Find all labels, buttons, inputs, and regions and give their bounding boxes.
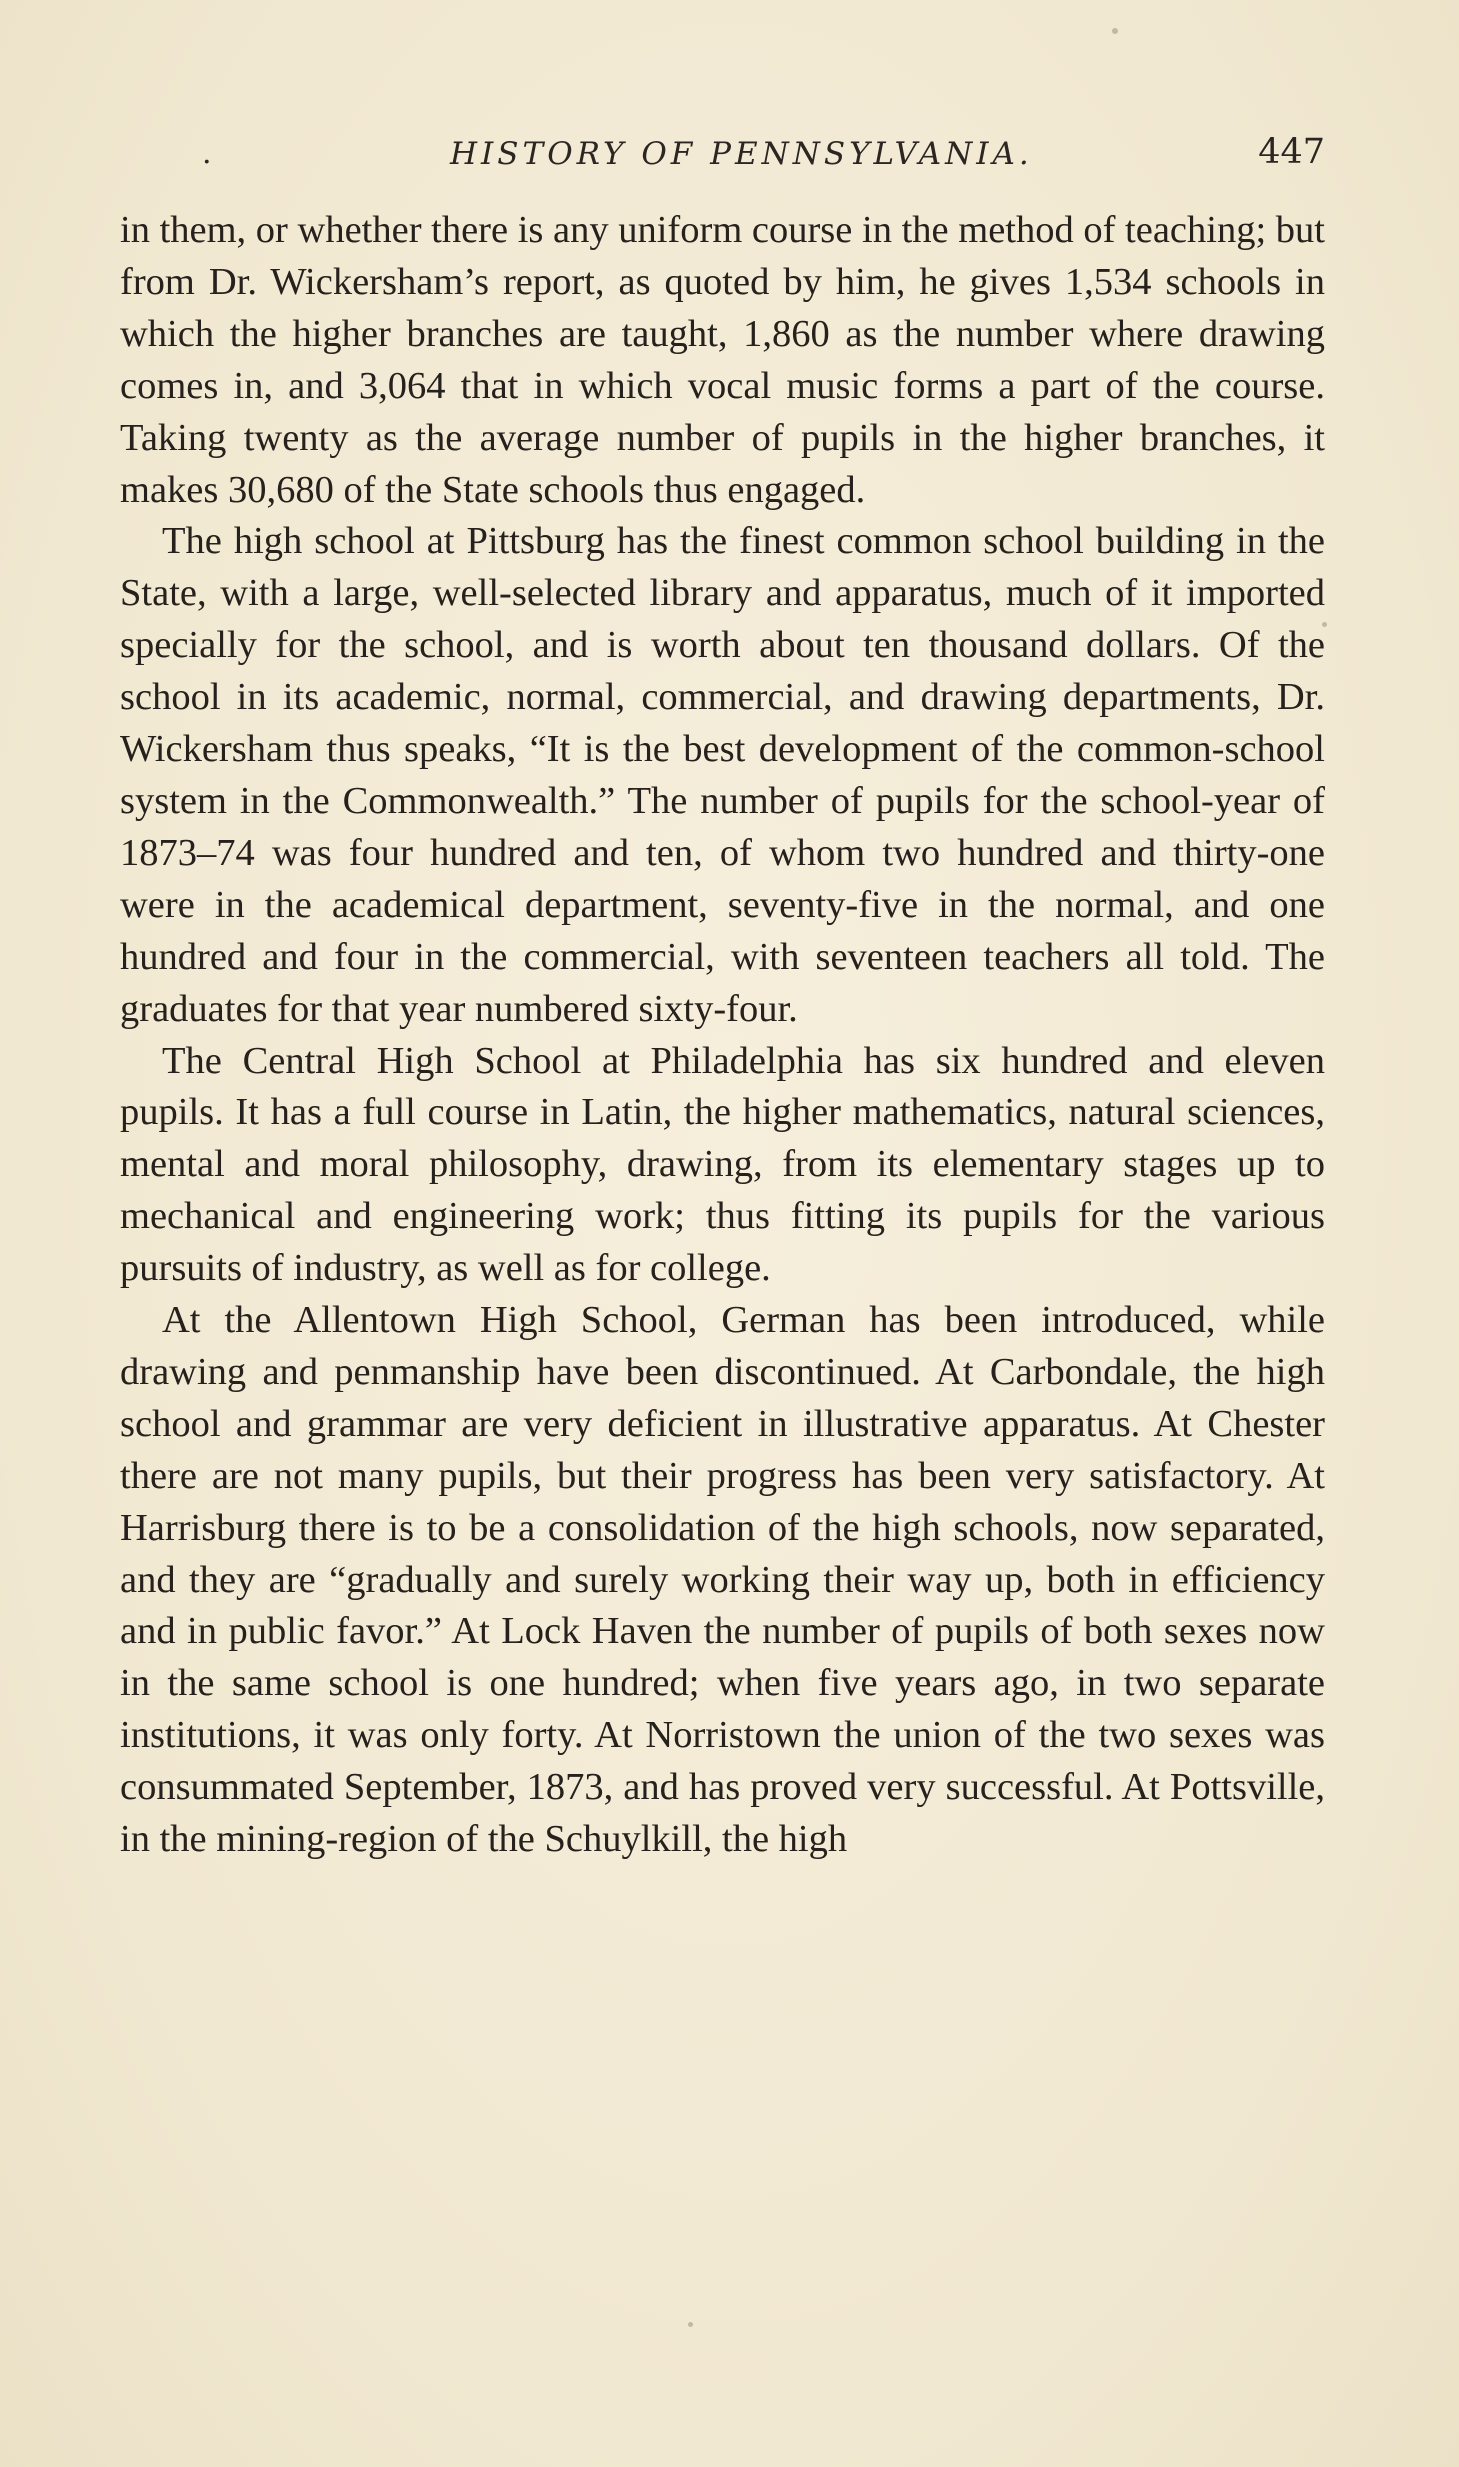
header-mark: . — [202, 136, 212, 171]
ink-speck-bottom — [688, 2322, 693, 2327]
paragraph-allentown: At the Allentown High School, German has been introduced, while drawing and penmanship have been discontinued. At Carbondale, the high school and grammar are very deficient in illustrative apparatus. At Chester there are not many pupils, but their progress has been very satisfactory. At Harrisburg there is to be a consolidation of the high schools, now separated, and they are “gradually and surely working their way up, both in efficiency and in public favor.” At Lock Haven the number of pupils of both sexes now in the same school is one hundred; when five years ago, in two separate institutions, it was only forty. At Norristown the union of the two sexes was consummated September, 1873, and has proved very successful. At Pottsville, in the mining-region of the Schuylkill, the high — [120, 1299, 1325, 1861]
page-header — [120, 128, 1325, 178]
running-title: HISTORY OF PENNSYLVANIA. — [450, 136, 1033, 172]
page-number: 447 — [1258, 132, 1325, 172]
paragraph-philadelphia: The Central High School at Philadelphia has six hundred and eleven pupils. It has a full course in Latin, the higher mathematics, natural sciences, mental and moral philosophy, drawing, from its elementary stages up to mechanical and engineering work; thus fitting its pupils for the various pursuits of industry, as well as for college. — [120, 1039, 1325, 1290]
body-text — [120, 205, 1325, 1866]
paragraph-pittsburg: The high school at Pittsburg has the finest common school building in the State, with a large, well-selected library and apparatus, much of it imported specially for the school, and is worth about ten thousand dollars. Of the school in its academic, normal, commercial, and drawing departments, Dr. Wickersham thus speaks, “It is the best development of the common-school system in the Commonwealth.” The number of pupils for the school-year of 1873–74 was four hundred and ten, of whom two hundred and thirty-one were in the academical department, seventy-five in the normal, and one hundred and four in the commercial, with seventeen teachers all told. The graduates for that year numbered sixty-four. — [120, 520, 1325, 1030]
ink-speck-top — [1112, 28, 1118, 34]
paragraph-continuation: in them, or whether there is any uniform course in the method of teaching; but from Dr. Wickersham’s report, as quoted by him, he gives 1,534 schools in which the higher branches are taught, 1,860 as the number where drawing comes in, and 3,064 that in which vocal music forms a part of the course. Taking twenty as the average number of pupils in the higher branches, it makes 30,680 of the State schools thus engaged. — [120, 209, 1325, 511]
